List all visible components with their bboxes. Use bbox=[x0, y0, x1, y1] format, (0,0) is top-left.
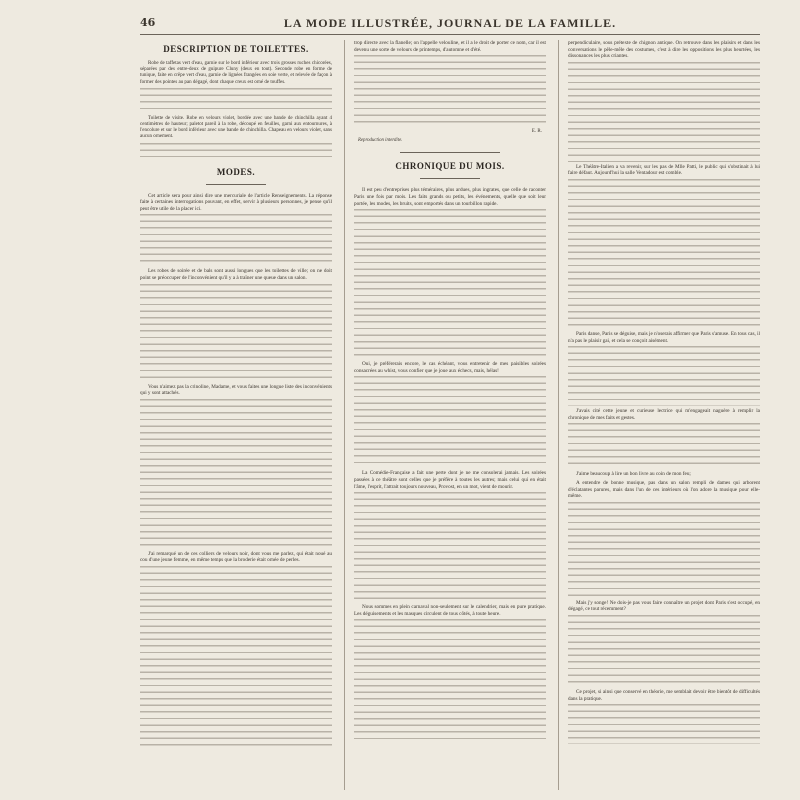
text-block bbox=[354, 55, 546, 127]
chronique-heading: CHRONIQUE DU MOIS. bbox=[395, 161, 505, 172]
text-block bbox=[354, 376, 546, 468]
text-block bbox=[140, 566, 332, 746]
toilettes-heading: DESCRIPTION DE TOILETTES. bbox=[163, 44, 309, 54]
column-paragraph: Paris danse, Paris se déguise, mais je n'oserais affirmer que Paris s'amuse. En tous cas, il n'a pas le plaisir gai, et cela se conçoit aisément. bbox=[568, 330, 760, 344]
text-block bbox=[140, 399, 332, 549]
page-number: 46 bbox=[140, 16, 156, 29]
text-block bbox=[568, 62, 760, 162]
text-block bbox=[568, 502, 760, 598]
column-3 bbox=[568, 40, 760, 790]
column-paragraph: J'aime beaucoup à lire un bon livre au coin de mon feu; bbox=[576, 471, 691, 478]
column-paragraph: Le Théâtre-Italien a va revenir, sur les pas de Mlle Patti, le public qui s'obstinait à lui faire défaut. Aujourd'hui la salle Ventadour est comble. bbox=[568, 163, 760, 177]
toilettes-paragraph: Toilette de visite. Robe en velours violet, bordée avec une bande de chinchilla ayant 4 centimètres de hauteur; paletot pareil à la robe, découpé en feuilles, garni aux entournures, à l'encolure et sur le bord inférieur avec une bande de chinchilla. Chapeau en velours violet, sans aucun ornement. bbox=[140, 115, 332, 140]
reproduction-note: Reproduction interdite. bbox=[358, 137, 403, 143]
toilettes-paragraph: Robe de taffetas vert d'eau, garnie sur le bord inférieur avec trois grosses ruches chicorées, séparées par des entre-deux de guipure Cluny (deux en tout). Seconde robe en forme de tunique, faite en crêpe vert d'eau, garnie de lignées frangées en soie verte, et relevée de façon à former des pointes au pan dégagé, dont chaque creux est orné de touffes. bbox=[140, 61, 332, 85]
column-paragraph: Mais j'y songe! Ne dois-je pas vous faire connaître un projet dont Paris s'est occupé, en dégagé, ce tout récemment? bbox=[568, 599, 760, 613]
chronique-paragraph: Oui, je préférerais encore, le cas échéant, vous entretenir de mes paisibles soirées consacrées au whist, vous confier que je joue aux échecs, mais, hélas! bbox=[354, 361, 546, 374]
column-divider bbox=[558, 40, 559, 790]
text-block bbox=[354, 619, 546, 739]
column-paragraph: perpendiculaire, sous prétexte de chignon antique. On retrouve dans les plaisirs et dans les conversations le pêle-mêle des costumes, c'est à dire les oppositions les plus heurtées, les dissonances les plus criantes. bbox=[568, 40, 760, 60]
text-block bbox=[140, 143, 332, 157]
text-block bbox=[140, 88, 332, 114]
text-block bbox=[140, 214, 332, 266]
column-paragraph: Ce projet, si ainsi que conservé en théorie, me semblait devoir être bientôt de difficultés dans la pratique. bbox=[568, 688, 760, 702]
modes-paragraph: Les robes de soirée et de bals sont aussi longues que les toilettes de ville; on ne doit point se préoccuper de l'inconvénient qu'il y a à traîner une queue dans un salon. bbox=[140, 268, 332, 281]
text-columns bbox=[140, 40, 762, 790]
modes-paragraph: Vous n'aimez pas la crinoline, Madame, et vous faites une longue liste des inconvénients qui y sont attachés. bbox=[140, 383, 332, 397]
running-head: LA MODE ILLUSTRÉE, JOURNAL DE LA FAMILLE. bbox=[283, 16, 617, 30]
chronique-paragraph: Il est peu d'entreprises plus téméraires, plus ardues, plus ingrates, que celle de raconter Paris une fois par mois. Les faits grands ou petits, les événements, quelle que soit leur portée, les modes, les bruits, sont emportés dans un tourbillon rapide. bbox=[354, 187, 546, 207]
text-block bbox=[568, 615, 760, 687]
heading-rule bbox=[206, 184, 266, 185]
heading-rule bbox=[420, 178, 480, 179]
column-2 bbox=[354, 40, 546, 790]
chronique-paragraph: Nous sommes en plein carnaval non-seulement sur le calendrier, mais en pure pratique. Les déguisements et les masques circulent de tous côtés, à toute heure. bbox=[354, 604, 546, 617]
page-header bbox=[140, 14, 760, 35]
modes-paragraph: Cet article sera pour ainsi dire une mercuriale de l'article Renseignements. La réponse faite à certaines interrogations pouvant, en effet, servir à plusieurs personnes, je pense qu'il peut être utile de la placer ici. bbox=[140, 192, 332, 212]
modes-paragraph: J'ai remarqué un de ces colliers de velours noir, dont vous me parlez, qui était noué au cou d'une jeune femme, en même temps que la broderie était ornée de perles. bbox=[140, 550, 332, 564]
text-block bbox=[568, 179, 760, 329]
column-1 bbox=[140, 40, 332, 790]
column-paragraph: J'avais cité cette jeune et curieuse lectrice qui m'engageait naguère à remplir la chronique de mes faits et gestes. bbox=[568, 408, 760, 421]
text-block bbox=[568, 346, 760, 406]
text-block bbox=[140, 284, 332, 382]
column-divider bbox=[344, 40, 345, 790]
modes-heading: MODES. bbox=[216, 166, 256, 177]
column-paragraph: A entendre de bonne musique, pas dans un salon rempli de dames qui arborent d'éclatantes parures, mais dans l'un de ces intérieurs où l'on adore la musique pour elle-même. bbox=[568, 479, 760, 500]
text-block bbox=[354, 209, 546, 359]
text-block bbox=[568, 704, 760, 744]
text-block bbox=[354, 492, 546, 602]
section-rule bbox=[400, 152, 500, 153]
column-paragraph: trop directe avec la flanelle; on l'appelle velouline, et il a le droit de porter ce nom, car il est devenu une sorte de velours de printemps, d'automne et d'été. bbox=[354, 40, 546, 53]
chronique-paragraph: La Comédie-Française a fait une perte dont je ne me consolerai jamais. Les soirées passées à ce théâtre sont celles que je préfère à toutes les autres; mais celui qui en était l'âme, l'esprit, l'attrait toujours nouveau, Provost, en un mot, vient de mourir. bbox=[354, 470, 546, 490]
text-block bbox=[568, 423, 760, 469]
author-signature: E. R. bbox=[531, 129, 542, 135]
